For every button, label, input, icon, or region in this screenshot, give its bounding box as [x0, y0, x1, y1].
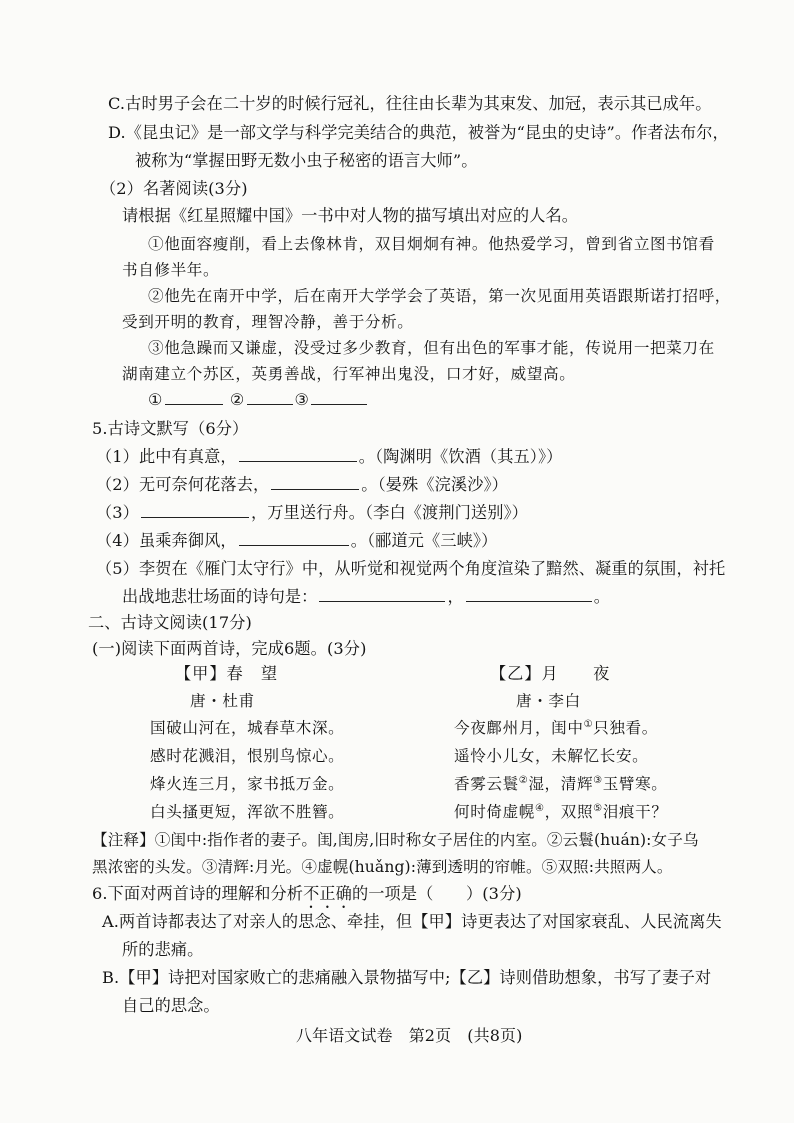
q6-stem-emphasis: 不正确 [303, 884, 352, 903]
poem-b-title: 【乙】月 夜 [490, 664, 611, 683]
q5-line5-prefix: 出战地悲壮场面的诗句是： [122, 587, 318, 606]
poem-b-line3: 香雾云鬟②湿，清辉③玉臂寒。 [454, 774, 668, 793]
section2-heading: 二、古诗文阅读(17分) [88, 613, 252, 632]
poem-a-line: 国破山河在，城春草木深。 [150, 719, 345, 737]
poem-b-line2: 遥怜小儿女，未解忆长安。 [454, 747, 649, 765]
poem-b-line4: 何时倚虚幌④，双照⑤泪痕干？ [454, 802, 668, 821]
q5-line3-prefix: （3） [96, 503, 139, 522]
classics-answer-row [148, 389, 369, 411]
q5-line5-cont [122, 586, 610, 608]
answer-blank-2[interactable] [247, 389, 293, 405]
option-d-line2: 被称为“掌握田野无数小虫子秘密的语言大师”。 [135, 151, 478, 170]
classics-person3-line1: ③他急躁而又谦虚，没受过多少教育，但有出色的军事才能，传说用一把菜刀在 [148, 339, 715, 357]
classics-instruction: 请根据《红星照耀中国》一书中对人物的描写填出对应的人名。 [122, 206, 579, 225]
answer-label-1: ① [148, 390, 163, 409]
q5-blank-3[interactable] [141, 502, 249, 518]
q5-heading: 5.古诗文默写（6分） [92, 419, 249, 438]
q5-blank-1[interactable] [239, 446, 357, 462]
poem-a-line: 感时花溅泪，恨别鸟惊心。 [150, 747, 345, 765]
poem-b-line1: 今夜鄜州月，闺中①只独看。 [454, 718, 658, 737]
q5-line2-prefix: （2）无可奈何花落去， [96, 475, 270, 494]
page-footer: 八年语文试卷 第2页 (共8页) [296, 1026, 523, 1045]
q5-line4 [96, 530, 497, 552]
section2-intro: (一)阅读下面两首诗，完成6题。(3分) [92, 639, 367, 658]
q5-line1-suffix: 。（陶渊明《饮酒（其五）》） [358, 447, 563, 466]
q6-option-a-line2: 所的悲痛。 [122, 940, 204, 959]
classics-person2-line2: 受到开明的教育，理智冷静，善于分析。 [122, 313, 414, 331]
answer-label-2: ② [229, 390, 245, 409]
poem-b-author: 唐・李白 [516, 692, 581, 710]
classics-person3-line2: 湖南建立个苏区，英勇善战，行军神出鬼没，口才好，威望高。 [122, 365, 576, 383]
q5-line5-end: 。 [593, 587, 611, 606]
q5-line1-prefix: （1）此中有真意， [96, 447, 237, 466]
q6-option-b-line1[interactable]: B.【甲】诗把对国家败亡的悲痛融入景物描写中;【乙】诗则借助想象，书写了妻子对 [102, 968, 712, 987]
q6-stem-start: 6.下面对两首诗的理解和分析 [92, 884, 304, 903]
answer-blank-1[interactable] [165, 389, 223, 405]
q5-line4-prefix: （4）虽乘奔御风， [96, 531, 237, 550]
q5-line5-comma: ， [447, 587, 464, 606]
classics-heading: （2）名著阅读(3分) [100, 179, 248, 198]
poem-a-title: 【甲】春 望 [175, 664, 279, 683]
q5-line2 [96, 474, 508, 496]
q6-stem [92, 883, 522, 912]
classics-person1-line1: ①他面容瘦削，看上去像林肯，双目炯炯有神。他热爱学习，曾到省立图书馆看 [148, 235, 715, 253]
classics-person1-line2: 书自修半年。 [122, 261, 220, 279]
poem-a-line: 白头搔更短，浑欲不胜簪。 [150, 803, 345, 821]
q5-line2-suffix: 。（晏殊《浣溪沙》） [361, 475, 508, 494]
q5-line3 [96, 502, 528, 524]
classics-person2-line1: ②他先在南开中学，后在南开大学学会了英语，第一次见面用英语跟斯诺打招呼， [148, 287, 731, 305]
option-d-line1: D.《昆虫记》是一部文学与科学完美结合的典范，被誉为“昆虫的史诗”。作者法布尔， [108, 123, 729, 142]
q6-option-b-line2: 自己的思念。 [122, 996, 220, 1015]
q5-blank-5a[interactable] [319, 586, 445, 602]
q5-line4-suffix: 。（郦道元《三峡》） [350, 531, 498, 550]
answer-blank-3[interactable] [311, 389, 367, 405]
poem-a-line: 烽火连三月，家书抵万金。 [150, 775, 345, 793]
q6-option-a-line1[interactable]: A.两首诗都表达了对亲人的思念、牵挂，但【甲】诗更表达了对国家衰乱、人民流离失 [102, 912, 722, 931]
answer-label-3: ③ [294, 390, 310, 409]
q5-line5: （5）李贺在《雁门太守行》中，从听觉和视觉两个角度渲染了黯然、凝重的氛围，衬托 [96, 559, 726, 578]
option-c: C.古时男子会在二十岁的时候行冠礼，往往由长辈为其束发、加冠，表示其已成年。 [108, 94, 712, 113]
poem-a-author: 唐・杜甫 [190, 692, 255, 710]
q5-blank-2[interactable] [271, 474, 359, 490]
q5-blank-4[interactable] [239, 530, 349, 546]
notes-line2: 黑浓密的头发。③清辉:月光。④虚幌(huǎng):薄到透明的帘帷。⑤双照:共照两人。 [92, 858, 673, 876]
q5-line1 [96, 446, 562, 468]
q6-stem-end: 的一项是（ ）(3分) [351, 884, 522, 903]
q5-line3-suffix: ，万里送行舟。（李白《渡荆门送别》） [250, 503, 528, 522]
notes-line1: 【注释】①闺中:指作者的妻子。闺,闺房,旧时称女子居住的内室。②云鬟(huán):女子乌 [92, 831, 699, 849]
q5-blank-5b[interactable] [466, 586, 592, 602]
